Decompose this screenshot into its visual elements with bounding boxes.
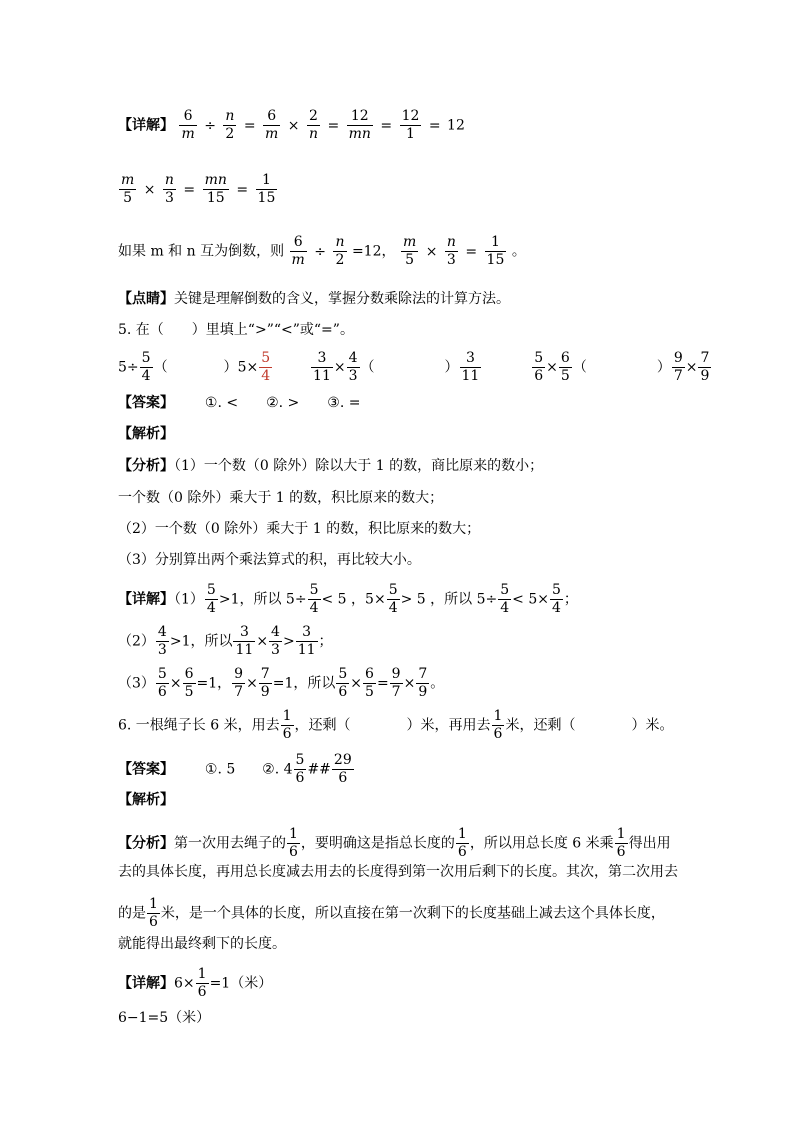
answer-hash: ## <box>307 761 331 778</box>
fraction: $\frac{12}{1}$ <box>401 108 420 142</box>
q5-detail-1: 【详解】（1） $\frac{5}{4}$ >1，所以 5÷ $\frac{5}{4}$ < 5 ，5× $\frac{5}{4}$ > 5 ，所以 5÷ $\frac{5}{4}$ < 5× $\frac{5}{4}$ ； <box>118 582 578 616</box>
fraction: $\frac{3}{11}$ <box>461 350 480 384</box>
q5-detail-3: （3） $\frac{5}{6}$ × $\frac{6}{5}$ =1， $\frac{9}{7}$ × $\frac{7}{9}$ =1，所以 $\frac{5}{6}$ × $\frac{6}{5}$ = $\frac{9}{7}$ × $\frac{7}{9}$ 。 <box>118 666 445 700</box>
operator: = <box>236 181 249 198</box>
answer-text: ①. < ②. > ③. = <box>204 395 361 411</box>
q6-detail-2: 6−1=5（米） <box>118 1010 211 1026</box>
point-tag: 【点睛】 <box>118 291 174 307</box>
text: =12， <box>351 243 396 260</box>
operator: ÷ <box>314 243 327 260</box>
fraction: $\frac{7}{9}$ <box>700 350 710 384</box>
text: 。 <box>511 243 526 260</box>
fraction: $\frac{9}{7}$ <box>673 350 683 384</box>
q4-eq1-line <box>118 108 465 143</box>
q6-analysis-tag: 【解析】 <box>118 792 174 808</box>
fraction: $\frac{m}{5}$ <box>121 172 135 206</box>
q5-analysis-4: （3）分别算出两个乘法算式的积，再比较大小。 <box>118 552 421 568</box>
operator: = <box>243 117 256 134</box>
fraction: $\frac{12}{mn}$ <box>348 108 371 142</box>
fraction: $\frac{n}{2}$ <box>335 234 345 268</box>
fraction: $\frac{n}{3}$ <box>164 172 174 206</box>
fraction: $\frac{5}{4}$ <box>141 350 151 384</box>
q6-analysis-4: 就能得出最终剩下的长度。 <box>118 936 286 952</box>
detail-tag: 【详解】 <box>118 117 174 134</box>
q6-answer: 【答案】 ①. 5 ②. 4 $\frac{5}{6}$ ## $\frac{29}{6}$ <box>118 752 352 786</box>
q5-answer <box>118 393 360 413</box>
q6-title: 6. 一根绳子长 6 米，用去 $\frac{1}{6}$ ，还剩（ ）米，再用去 $\frac{1}{6}$ 米，还剩（ ）米。 <box>118 708 674 742</box>
operator: × <box>143 181 156 198</box>
fraction: $\frac{6}{m}$ <box>181 108 195 142</box>
q6-detail-1: 【详解】6× $\frac{1}{6}$ =1（米） <box>118 966 273 1000</box>
q5-expressions: 5÷ $\frac{5}{4}$ （ ）5× $\frac{5}{4}$ $\frac{3}{11}$ × $\frac{4}{3}$ （ ） $\frac{3}{11}$ $\frac{5}{6}$ × $\frac{6}{5}$ （ ） $\frac{9}{7}$ × $\frac{7}{9}$ <box>118 350 710 384</box>
text: 5÷ <box>118 359 139 376</box>
q6-analysis-3: 的是 $\frac{1}{6}$ 米，是一个具体的长度，所以直接在第一次剩下的长度基础上减去这个具体长度， <box>118 896 665 930</box>
fraction: $\frac{mn}{15}$ <box>204 172 227 206</box>
answer-tag: 【答案】 <box>118 761 174 778</box>
q4-conclusion <box>118 234 526 269</box>
q5-analysis-2: 一个数（0 除外）乘大于 1 的数，积比原来的数大； <box>118 490 444 506</box>
operator: = <box>183 181 196 198</box>
operator: = <box>380 117 393 134</box>
q5-title: 5. 在（ ）里填上“>”“<”或“=”。 <box>118 322 354 338</box>
operator: × <box>287 117 300 134</box>
fraction: $\frac{3}{11}$ <box>313 350 331 384</box>
q5-analysis-tag: 【解析】 <box>118 426 174 442</box>
q5-detail-2: （2） $\frac{4}{3}$ >1，所以 $\frac{3}{11}$ × $\frac{4}{3}$ > $\frac{3}{11}$ ； <box>118 624 333 658</box>
fraction: $\frac{1}{15}$ <box>257 172 276 206</box>
text: 如果 m 和 n 互为倒数，则 <box>118 243 285 260</box>
q4-eq2-line <box>118 172 278 207</box>
blank[interactable]: （ ） <box>572 359 671 376</box>
blank[interactable]: （ ） <box>360 359 459 376</box>
fraction: $\frac{6}{5}$ <box>560 350 570 384</box>
q6-analysis-1: 【分析】第一次用去绳子的 $\frac{1}{6}$ ，要明确这是指总长度的 $\frac{1}{6}$ ，所以用总长度 6 米乘 $\frac{1}{6}$ 得出用 <box>118 826 671 860</box>
operator: = <box>465 243 478 260</box>
result: 12 <box>447 117 465 134</box>
q4-point <box>118 289 510 309</box>
operator: ÷ <box>204 117 216 134</box>
fraction: $\frac{4}{3}$ <box>348 350 358 384</box>
fraction: $\frac{2}{n}$ <box>308 108 318 142</box>
fraction: $\frac{m}{5}$ <box>402 234 417 268</box>
q6-analysis-2: 去的具体长度，再用总长度减去用去的长度得到第一次用后剩下的长度。其次，第二次用去 <box>118 864 678 880</box>
fraction: $\frac{5}{6}$ <box>534 350 544 384</box>
fraction: $\frac{n}{3}$ <box>446 234 456 268</box>
blank[interactable]: （ ） <box>153 359 238 376</box>
fraction: $\frac{1}{15}$ <box>486 234 505 268</box>
answer-1: ①. 5 <box>204 761 236 778</box>
q5-analysis-3: （2）一个数（0 除外）乘大于 1 的数，积比原来的数大； <box>118 521 481 537</box>
q5-analysis-1: 【分析】（1）一个数（0 除外）除以大于 1 的数，商比原来的数小； <box>118 458 544 474</box>
answer-tag: 【答案】 <box>118 395 174 411</box>
fraction: $\frac{6}{m}$ <box>291 234 305 268</box>
fraction: $\frac{6}{m}$ <box>265 108 279 142</box>
fraction: $\frac{5}{4}$ <box>261 350 271 384</box>
fraction: $\frac{n}{2}$ <box>225 108 235 142</box>
operator: × <box>425 243 438 260</box>
operator: = <box>428 117 441 134</box>
operator: = <box>327 117 340 134</box>
point-text: 关键是理解倒数的含义，掌握分数乘除法的计算方法。 <box>174 291 510 307</box>
answer-2: ②. 4 <box>262 761 293 778</box>
